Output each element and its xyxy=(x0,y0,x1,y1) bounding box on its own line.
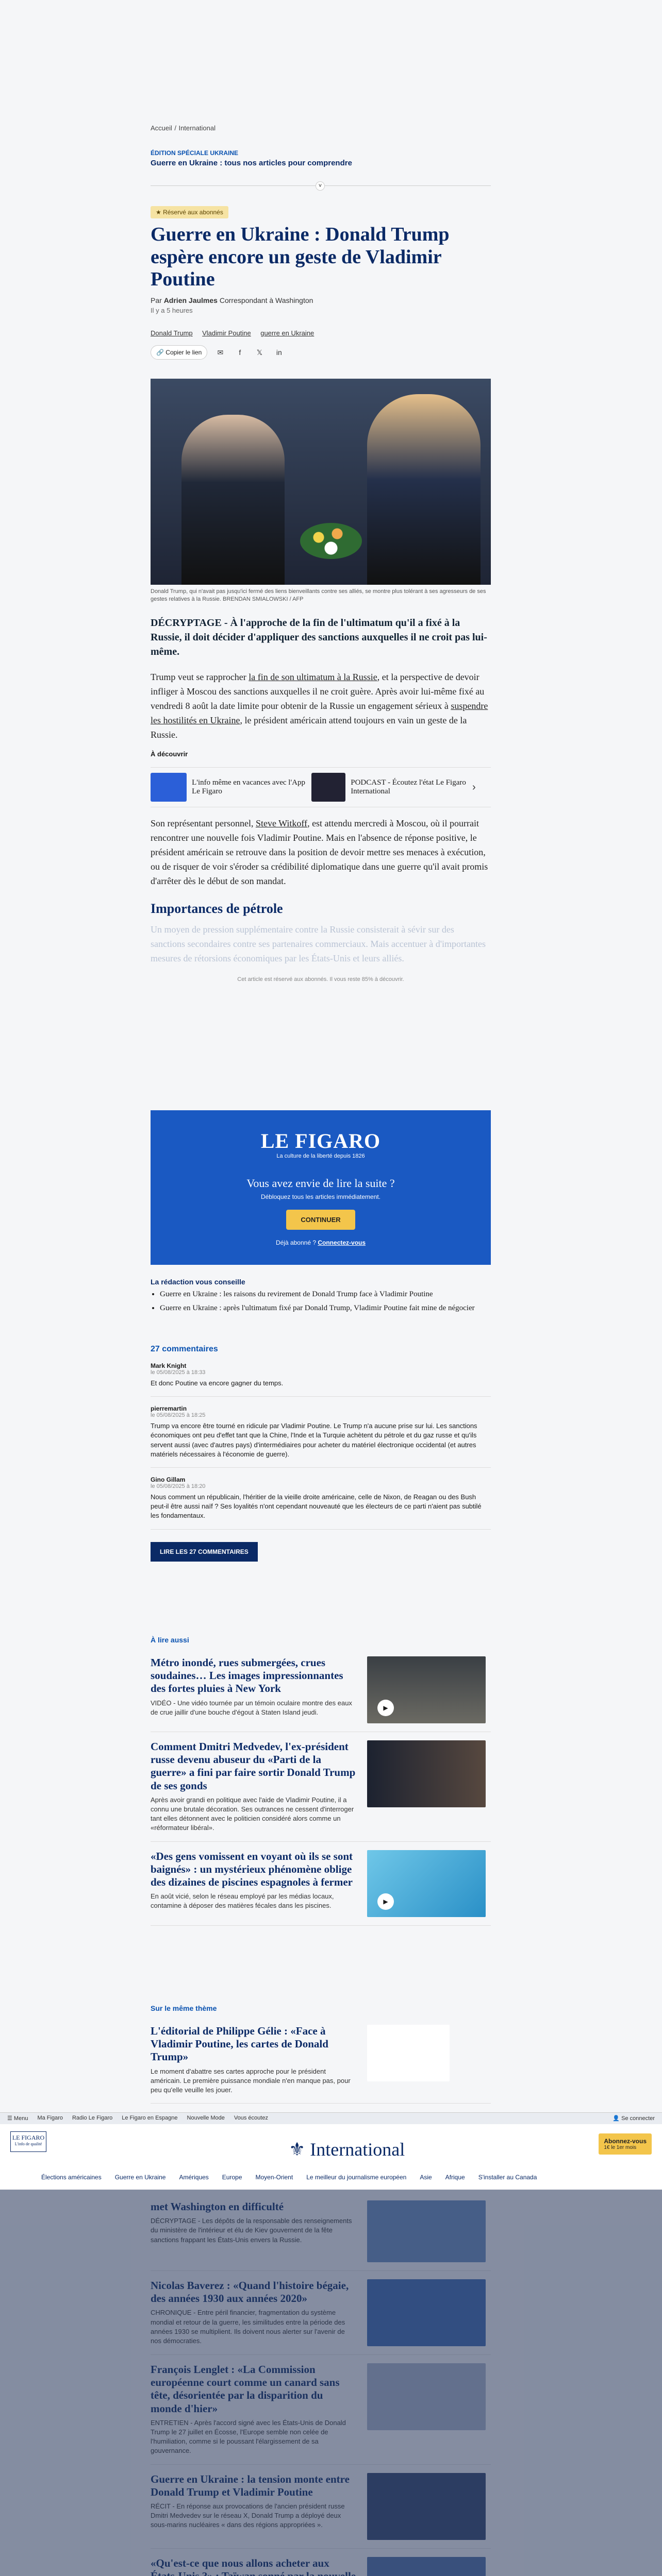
subscribe-label: Abonnez-vous xyxy=(604,2138,647,2145)
badge-text: Réservé aux abonnés xyxy=(163,209,223,216)
paywall xyxy=(151,1110,491,1265)
author-link[interactable]: Adrien Jaulmes xyxy=(163,296,218,305)
timestamp: Il y a 5 heures xyxy=(151,307,193,315)
read-also xyxy=(151,1636,491,1926)
card-title: Métro inondé, rues submergées, crues soudaines… Les images impressionnantes des fortes pluies à New York xyxy=(151,1656,343,1695)
comment-user[interactable]: Mark Knight xyxy=(151,1362,187,1369)
card-thumb xyxy=(367,2025,450,2081)
continue-button[interactable]: CONTINUER xyxy=(286,1210,355,1230)
nav-link[interactable]: Moyen-Orient xyxy=(255,2174,293,2181)
discover-thumb-podcast xyxy=(311,773,345,802)
read-comments-button[interactable]: LIRE LES 27 COMMENTAIRES xyxy=(151,1542,258,1562)
author-prefix: Par xyxy=(151,296,162,305)
card-title: Comment Dmitri Medvedev, l'ex-président russe devenu abuseur du «Parti de la guerre» a fini par faire sortir Donald Trump de ses gonds xyxy=(151,1740,356,1792)
section-heading: Importances de pétrole xyxy=(151,901,283,916)
section-brand: ⚜ International xyxy=(289,2139,405,2160)
share-bar xyxy=(151,345,491,360)
top-link[interactable]: Le Figaro en Espagne xyxy=(122,2115,178,2121)
paywall-subtitle: Débloquez tous les articles immédiatement. xyxy=(260,1193,381,1200)
comment xyxy=(151,1397,491,1468)
dim-overlay[interactable] xyxy=(0,2190,662,2576)
chevron-down-icon[interactable]: ˅ xyxy=(316,181,325,191)
lead: DÉCRYPTAGE - À l'approche de la fin de l'ultimatum qu'il a fixé à la Russie, il doit décider d'appliquer des sanctions auxquelles il ne croit pas lui-même. xyxy=(151,617,487,657)
discover-label: À découvrir xyxy=(151,750,188,758)
comment-date: le 05/08/2025 à 18:25 xyxy=(151,1412,206,1419)
comment-text: Nous comment un républicain, l'héritier de la vieille droite américaine, celle de Nixon, de Reagan ou des Bush peut-il être aussi naïf ? Ses loyalités n'ont cependant nouveauté que les électeurs de ce parti n'aient pas subtilé les fondamentaux. xyxy=(151,1493,482,1520)
copy-link-label: Copier le lien xyxy=(166,349,202,357)
comment-user[interactable]: pierremartin xyxy=(151,1405,187,1413)
related-item[interactable]: • Guerre en Ukraine : les raisons du revirement de Donald Trump face à Vladimir Poutine xyxy=(160,1289,491,1300)
discover-text-app: L'info même en vacances avec l'App Le Figaro xyxy=(192,778,305,796)
page-title: Guerre en Ukraine : Donald Trump espère encore un geste de Vladimir Poutine xyxy=(151,224,450,291)
read-also-card[interactable] xyxy=(151,1648,491,1732)
nav-link[interactable]: Afrique xyxy=(445,2174,465,2181)
play-icon[interactable]: ▶ xyxy=(377,1700,394,1716)
same-topic-title: Sur le même thème xyxy=(151,2004,217,2012)
top-strip xyxy=(0,2113,662,2124)
breadcrumb-section[interactable]: International xyxy=(178,124,216,132)
nav-link[interactable]: Asie xyxy=(420,2174,432,2181)
comment xyxy=(151,1468,491,1530)
login-prefix: Déjà abonné ? xyxy=(275,1239,317,1246)
card-desc: Le moment d'abattre ses cartes approche pour le président américain. Le première puissance mondiale n'en manque pas, pour peu qu'elle veuille les jouer. xyxy=(151,2067,351,2094)
card-thumb xyxy=(367,1850,486,1917)
article-header xyxy=(151,206,491,360)
special-label: ÉDITION SPÉCIALE UKRAINE xyxy=(151,149,239,157)
paywall-title: Vous avez envie de lire la suite ? xyxy=(246,1177,395,1190)
top-link[interactable]: Ma Figaro xyxy=(37,2115,63,2121)
subscribe-offer: 1€ le 1er mois xyxy=(604,2145,637,2150)
login-link[interactable]: Connectez-vous xyxy=(318,1239,366,1246)
person-right xyxy=(367,394,481,585)
p2-a: Son représentant personnel, xyxy=(151,818,256,829)
menu-label: Menu xyxy=(13,2115,28,2122)
top-link[interactable]: Nouvelle Mode xyxy=(187,2115,225,2121)
discover-strip xyxy=(151,767,491,807)
paragraph-1 xyxy=(151,670,491,742)
email-icon[interactable]: ✉ xyxy=(217,348,224,357)
read-also-title: À lire aussi xyxy=(151,1636,189,1644)
comment xyxy=(151,1354,491,1397)
paragraph-2 xyxy=(151,817,491,888)
topic-poutine[interactable]: Vladimir Poutine xyxy=(202,329,251,337)
comment-date: le 05/08/2025 à 18:20 xyxy=(151,1483,206,1489)
nav-link[interactable]: Le meilleur du journalisme européen xyxy=(306,2174,407,2181)
p2-link[interactable]: Steve Witkoff xyxy=(255,818,308,829)
comment-user[interactable]: Gino Gillam xyxy=(151,1476,186,1483)
nav-link[interactable]: Europe xyxy=(222,2174,242,2181)
x-icon[interactable]: 𝕏 xyxy=(256,348,262,357)
nav-link[interactable]: Guerre en Ukraine xyxy=(114,2174,166,2181)
figaro-logo: LE FIGARO xyxy=(260,1129,381,1153)
paywall-tagline: La culture de la liberté depuis 1826 xyxy=(276,1153,365,1159)
comment-text: Et donc Poutine va encore gagner du temps. xyxy=(151,1379,284,1387)
logo-sub: L'info de qualité xyxy=(14,2142,42,2146)
read-also-card[interactable] xyxy=(151,1842,491,1926)
top-link[interactable]: Radio Le Figaro xyxy=(72,2115,113,2121)
card-desc: Après avoir grandi en politique avec l'aide de Vladimir Poutine, il a connu une brutale décoration. Ses outrances ne cessent d'interroger tant elles détonnent avec le politicien considéré alors comme un «réformateur libéral». xyxy=(151,1795,354,1832)
discover-thumb-app xyxy=(151,773,187,802)
copy-link-button[interactable]: 🔗 Copier le lien xyxy=(151,345,207,360)
breadcrumb xyxy=(151,124,491,133)
p1-c: , le président américain attend toujours en vain un geste de la Russie. xyxy=(151,715,467,740)
related-title: La rédaction vous conseille xyxy=(151,1278,245,1286)
nav-link[interactable]: Amériques xyxy=(179,2174,209,2181)
card-desc: VIDÉO - Une vidéo tournée par un témoin oculaire montre des eaux de crue jaillir d'une bouche d'égout à Staten Island jeudi. xyxy=(151,1699,352,1716)
topics xyxy=(151,329,491,338)
logo-text: LE FIGARO xyxy=(12,2134,45,2141)
sticky-header xyxy=(0,2112,662,2190)
special-edition[interactable] xyxy=(151,149,491,167)
card-thumb xyxy=(367,1740,486,1807)
breadcrumb-home[interactable]: Accueil xyxy=(151,124,172,132)
flowers xyxy=(300,523,362,559)
hero-photo[interactable] xyxy=(151,379,491,585)
card-thumb xyxy=(367,1656,486,1723)
paragraph-faded: Un moyen de pression supplémentaire contre la Russie consisterait à sévir sur des sanctions secondaires contre ses partenaires commerciaux. Mais accentuer à d'importantes mesures de rétorsions économiques par les États-Unis et leurs alliés. xyxy=(151,924,486,963)
menu-button[interactable]: ☰ Menu xyxy=(7,2115,28,2122)
card-title: «Des gens vomissent en voyant où ils se sont baignés» : un mystérieux phénomène oblige des dizaines de piscines espagnoles à fermer xyxy=(151,1850,353,1888)
comments xyxy=(151,1345,491,1562)
discover-card-app[interactable] xyxy=(151,773,305,802)
person-left xyxy=(181,415,285,585)
breadcrumb-sep: / xyxy=(174,124,176,132)
article-body xyxy=(151,616,491,982)
login-link[interactable]: 👤 Se connecter xyxy=(613,2115,655,2122)
section-nav xyxy=(41,2174,537,2181)
p1-link1[interactable]: la fin de son ultimatum à la Russie xyxy=(249,672,377,682)
p2-b: , est attendu mercredi à Moscou, où il pourrait rencontrer une nouvelle fois Vladimir Poutine. Mais en l'absence de réponse positive, le président américain se retrouve dans la position de devoir mettre ses menaces à exécution, ou de risquer de voir s'éroder sa crédibilité diplomatique dans une guerre qu'il avait promis d'arrêter dès le début de son mandat. xyxy=(151,818,488,887)
chevron-right-icon[interactable]: › xyxy=(472,781,476,793)
nav-link[interactable]: S'installer au Canada xyxy=(478,2174,537,2181)
read-also-card[interactable] xyxy=(151,1732,491,1842)
card-title: L'éditorial de Philippe Gélie : «Face à Vladimir Poutine, les cartes de Donald Trump» xyxy=(151,2025,328,2063)
nav-link[interactable]: Élections américaines xyxy=(41,2174,102,2181)
special-title[interactable]: Guerre en Ukraine : tous nos articles pour comprendre xyxy=(151,159,352,167)
discover-card-podcast[interactable] xyxy=(311,773,466,802)
top-link[interactable]: Vous écoutez xyxy=(234,2115,268,2121)
facebook-icon[interactable]: f xyxy=(239,348,241,357)
hero-figure xyxy=(151,379,491,604)
brand-text: International xyxy=(310,2139,405,2160)
same-topic xyxy=(151,2004,491,2112)
p1-link2[interactable]: suspendre les hostilités en Ukraine xyxy=(151,700,488,725)
comments-title: 27 commentaires xyxy=(151,1345,218,1353)
logo[interactable] xyxy=(10,2131,46,2152)
same-topic-card[interactable] xyxy=(151,2016,491,2104)
related-item[interactable]: • Guerre en Ukraine : après l'ultimatum fixé par Donald Trump, Vladimir Poutine fait mine de négocier xyxy=(160,1303,491,1314)
comment-date: le 05/08/2025 à 18:33 xyxy=(151,1369,206,1376)
subscribe-button[interactable] xyxy=(599,2133,652,2155)
linkedin-icon[interactable]: in xyxy=(276,348,282,357)
p1-b: , et la perspective de devoir infliger à Moscou des sanctions auxquelles il ne croit guère. Après avoir lui-même fixé au vendredi 8 août la date limite pour obtenir de la Russie un engagement sérieux à xyxy=(151,672,485,711)
login-label: Se connecter xyxy=(621,2115,655,2122)
topic-ukraine[interactable]: guerre en Ukraine xyxy=(260,329,315,337)
subscriber-badge: ★ Réservé aux abonnés xyxy=(151,206,228,218)
card-desc: En août vicié, selon le réseau employé par les médias locaux, contamine à déposer des matières fécales dans les piscines. xyxy=(151,1892,334,1910)
discover-text-podcast: PODCAST - Écoutez l'état Le Figaro International xyxy=(351,778,466,796)
paywall-login xyxy=(166,1239,475,1246)
p1-a: Trump veut se rapprocher xyxy=(151,672,249,682)
byline xyxy=(151,296,491,304)
play-icon[interactable]: ▶ xyxy=(377,1893,394,1910)
related-articles xyxy=(151,1278,491,1314)
author-role: Correspondant à Washington xyxy=(219,296,313,305)
comment-text: Trump va encore être tourné en ridicule par Vladimir Poutine. Le Trump n'a aucune prise sur lui. Les sanctions économiques ont peu d'effet tant que la Chine, l'Inde et la Turquie achètent du pétrole et du gaz russe et qu'ils servent aussi (avec d'autres pays) d'intermédiaires pour acheter du matériel électronique occidental (et autres matériels nécessaires à l'économie de guerre). xyxy=(151,1422,477,1458)
photo-caption: Donald Trump, qui n'avait pas jusqu'ici fermé des liens bienveillants contre ses alliés, se montre plus tolérant à ses agresseurs de ses gestes relatives à la Russie. BRENDAN SMIALOWSKI / AFP xyxy=(151,588,486,603)
remaining-note: Cet article est réservé aux abonnés. Il vous reste 85% à découvrir. xyxy=(237,976,404,982)
topic-trump[interactable]: Donald Trump xyxy=(151,329,193,337)
